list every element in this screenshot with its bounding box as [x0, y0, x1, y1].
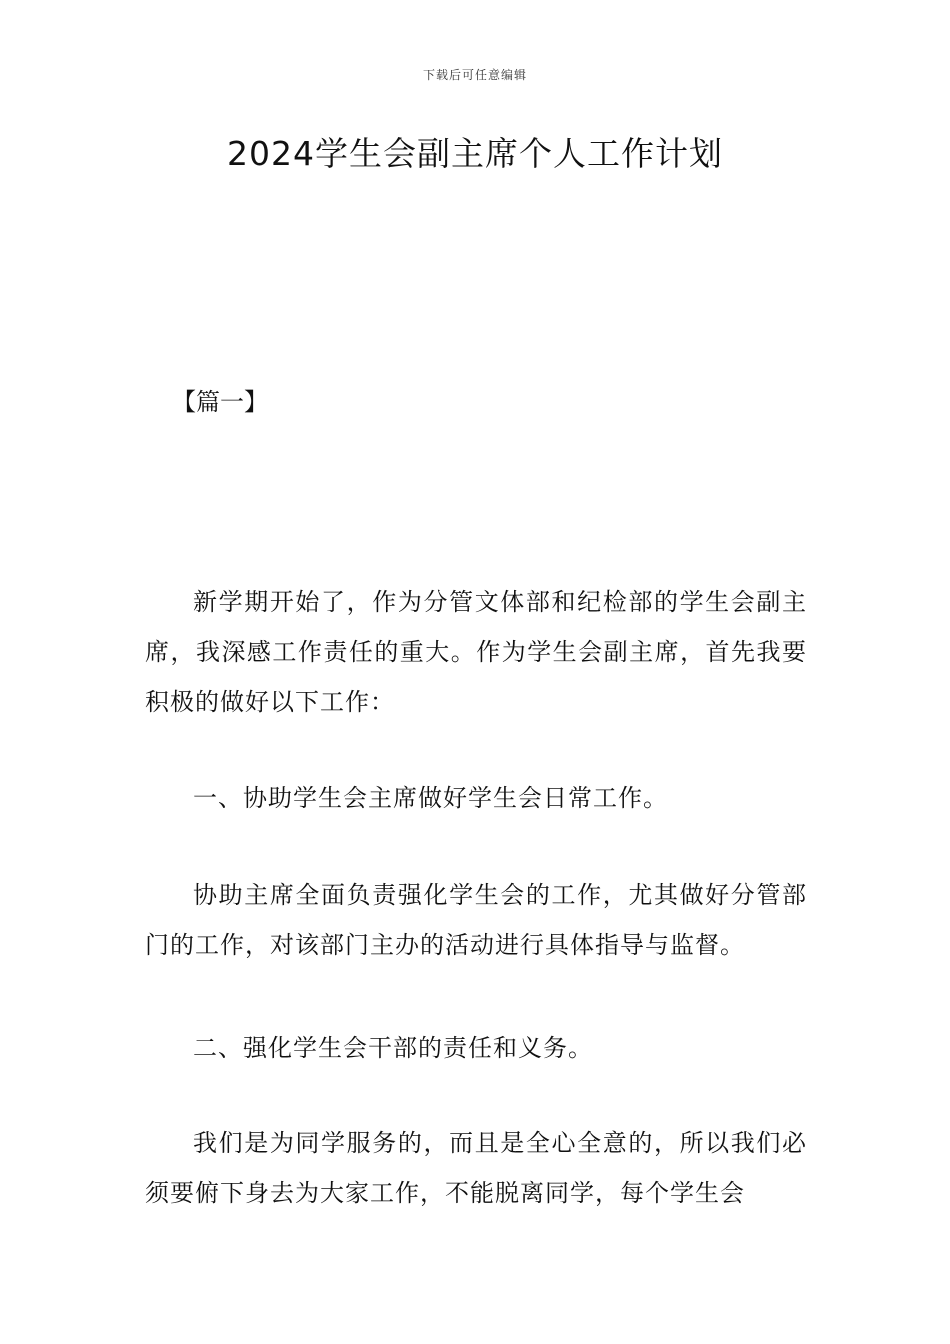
section-marker: 【篇一】	[172, 388, 268, 416]
paragraph-intro: 新学期开始了，作为分管文体部和纪检部的学生会副主席，我深感工作责任的重大。作为学生会副主席，首先我要积极的做好以下工作：	[145, 588, 807, 716]
header-note: 下载后可任意编辑	[422, 68, 527, 82]
paragraph-item-two: 我们是为同学服务的，而且是全心全意的，所以我们必须要俯下身去为大家工作，不能脱离同学，每个学生会	[145, 1129, 807, 1207]
heading-item-two: 二、强化学生会干部的责任和义务。	[193, 1034, 593, 1062]
document-title: 2024学生会副主席个人工作计划	[227, 134, 723, 173]
paragraph-item-one: 协助主席全面负责强化学生会的工作，尤其做好分管部门的工作，对该部门主办的活动进行具体指导与监督。	[145, 881, 807, 959]
heading-item-one: 一、协助学生会主席做好学生会日常工作。	[193, 784, 668, 812]
